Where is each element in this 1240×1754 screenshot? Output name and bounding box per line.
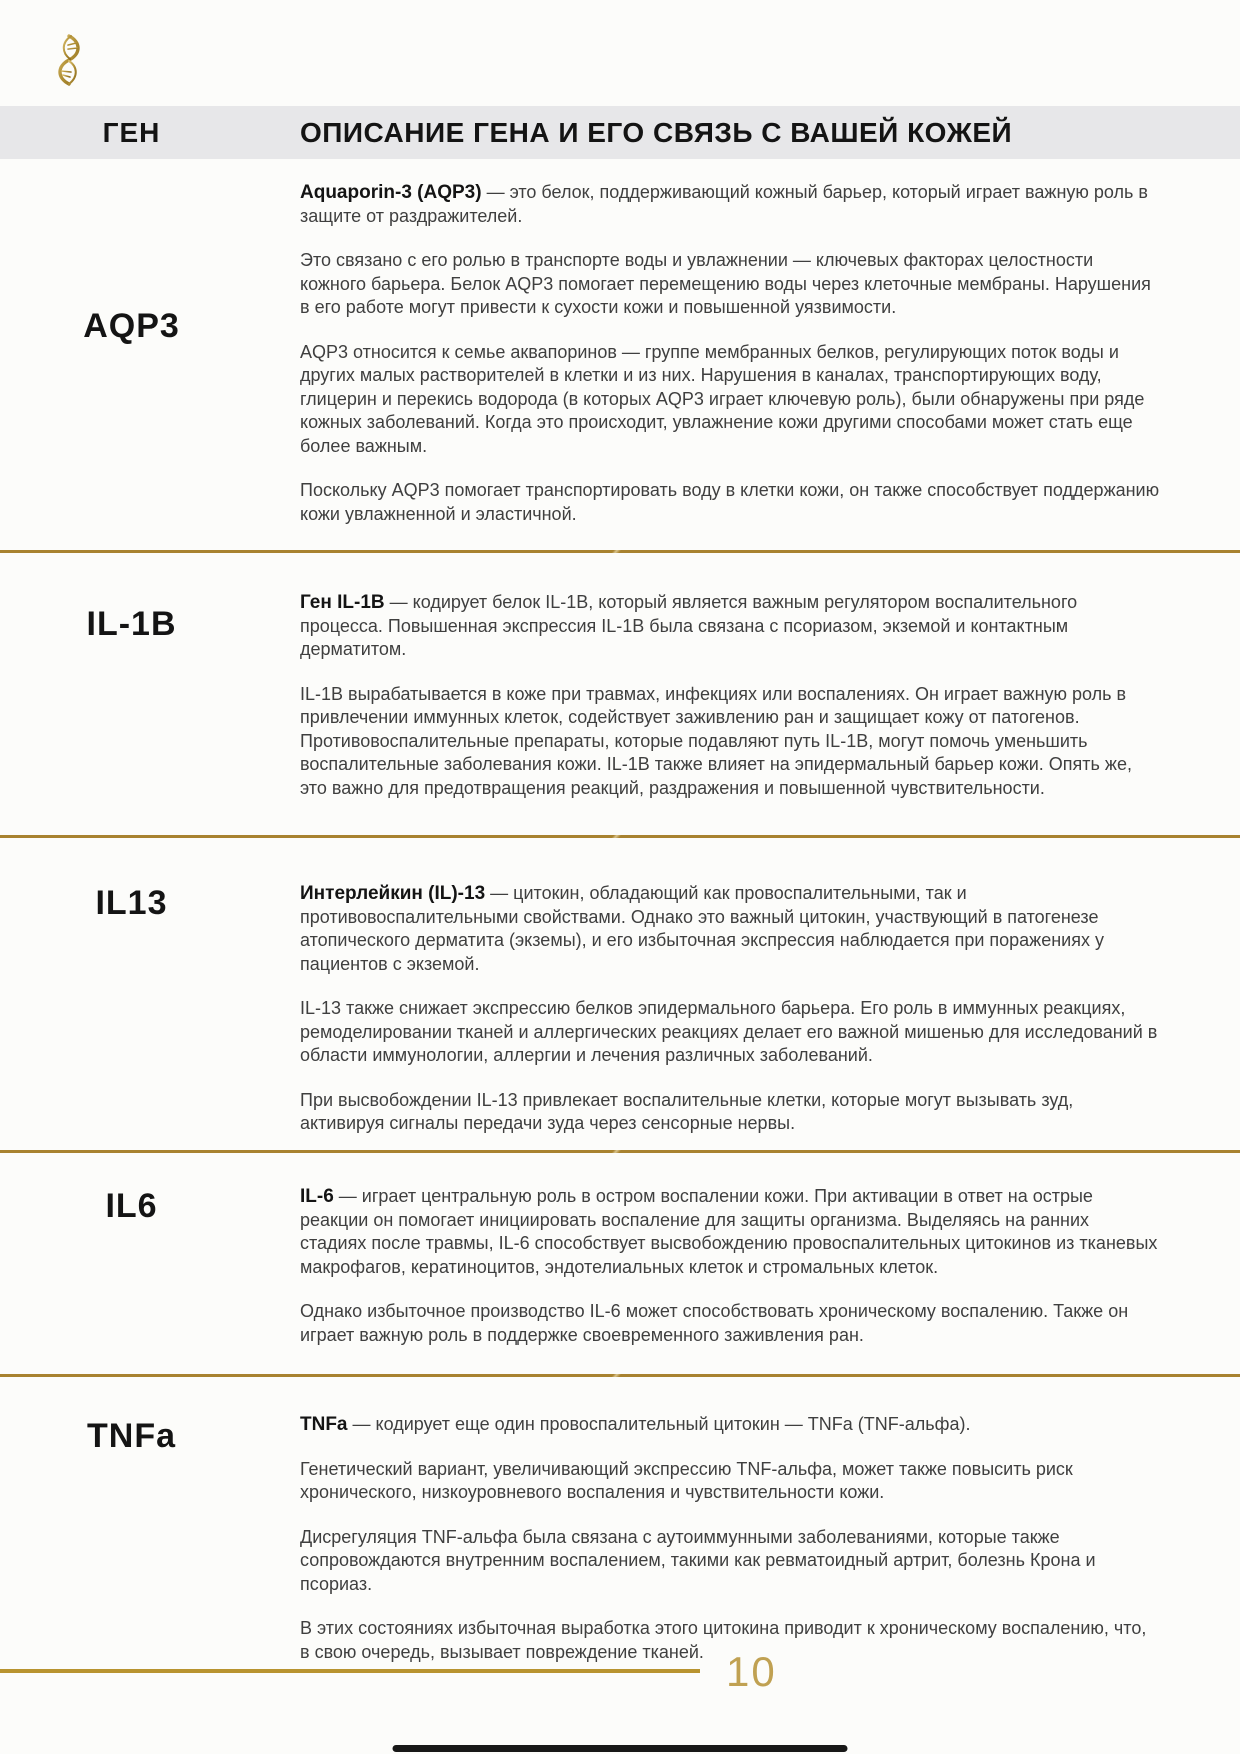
gene-name-aqp3: AQP3 — [83, 307, 180, 345]
paragraph: Ген IL-1B — кодирует белок IL-1B, который является важным регулятором воспалительного процесса. Повышенная экспрессия IL-1B была связана с псориазом, экземой и контактным дерматитом. — [300, 592, 1078, 659]
gene-description-il13 — [300, 838, 1160, 1150]
gene-description-aqp3 — [300, 159, 1160, 550]
paragraph: Aquaporin-3 (AQP3) — это белок, поддерживающий кожный барьер, который играет важную роль в защите от раздражителей. — [300, 182, 1148, 226]
paragraph-lead: Ген IL-1B — [300, 592, 385, 613]
paragraph: TNFa — кодирует еще один провоспалительный цитокин — TNFa (TNF-альфа). — [300, 1414, 971, 1435]
footer-rule — [0, 1669, 700, 1673]
home-indicator[interactable] — [393, 1745, 848, 1752]
paragraph: Поскольку AQP3 помогает транспортировать воду в клетки кожи, он также способствует поддержанию кожи увлажненной и эластичной. — [300, 480, 1160, 524]
gene-row-tnfa — [0, 1377, 1240, 1671]
paragraph: При высвобождении IL-13 привлекает воспалительные клетки, которые могут вызывать зуд, активируя сигналы передачи зуда через сенсорные нервы. — [300, 1089, 1074, 1133]
paragraph: Генетический вариант, увеличивающий экспрессию TNF-альфа, может также повысить риск хронического, низкоуровневого воспаления и чувствительности кожи. — [300, 1458, 1073, 1502]
gene-name-il1b: IL-1B — [86, 605, 177, 643]
paragraph: В этих состояниях избыточная выработка этого цитокина приводит к хроническому воспалению, что, в свою очередь, вызывает повреждение тканей. — [300, 1618, 1147, 1662]
gene-name-tnfa: TNFa — [87, 1417, 176, 1455]
gene-table — [0, 159, 1240, 1671]
paragraph: Это связано с его ролью в транспорте воды и увлажнении — ключевых факторах целостности кожного барьера. Белок AQP3 помогает перемещению воды через клеточные мембраны. Нарушения в его работе могут привести к сухости кожи и повышенной уязвимости. — [300, 250, 1151, 317]
paragraph: IL-13 также снижает экспрессию белков эпидермального барьера. Его роль в иммунных реакциях, ремоделировании тканей и аллергических реакциях делает его важной мишенью для исследований в области иммунологии, аллергии и лечения различных заболеваний. — [300, 998, 1158, 1065]
gene-row-il6 — [0, 1153, 1240, 1377]
gene-row-aqp3 — [0, 159, 1240, 553]
paragraph-lead: IL-6 — [300, 1186, 334, 1207]
table-header — [0, 106, 1240, 159]
dna-helix-icon — [54, 33, 86, 87]
gene-name-il6: IL6 — [105, 1187, 158, 1225]
paragraph: Дисрегуляция TNF-альфа была связана с аутоиммунными заболеваниями, которые также сопровождаются внутренним воспалением, такими как ревматоидный артрит, болезнь Крона и псориаз. — [300, 1526, 1096, 1594]
paragraph: IL-1B вырабатывается в коже при травмах, инфекциях или воспалениях. Он играет важную роль в привлечении иммунных клеток, содействует заживлению ран и защищает кожу от патогенов. Противовоспалительные препараты, которые подавляют путь IL-1B, могут помочь уменьшить воспалительные заболевания кожи. IL-1B также влияет на эпидермальный барьер кожи. Опять же, это важно для предотвращения реакций, раздражения и повышенной чувствительности. — [300, 683, 1132, 798]
gene-row-il1b — [0, 553, 1240, 838]
paragraph: Интерлейкин (IL)-13 — цитокин, обладающий как провоспалительными, так и противовоспалительными свойствами. Однако это важный цитокин, участвующий в патогенезе атопического дерматита (экземы), и его избыточная экспрессия наблюдается при поражениях у пациентов с экземой. — [300, 883, 1104, 974]
paragraph-lead: Aquaporin-3 (AQP3) — [300, 182, 482, 203]
gene-description-tnfa — [300, 1377, 1160, 1671]
paragraph: Однако избыточное производство IL-6 может способствовать хроническому воспалению. Также он играет важную роль в поддержке своевременного заживления ран. — [300, 1301, 1129, 1345]
gene-description-il1b — [300, 553, 1160, 835]
gene-column-header: ГЕН — [102, 116, 161, 148]
gene-row-il13 — [0, 838, 1240, 1153]
description-column-header: ОПИСАНИЕ ГЕНА И ЕГО СВЯЗЬ С ВАШЕЙ КОЖЕЙ — [300, 116, 1013, 148]
paragraph-lead: Интерлейкин (IL)-13 — [300, 883, 486, 904]
paragraph: IL-6 — играет центральную роль в остром воспалении кожи. При активации в ответ на острые реакции он помогает инициировать воспаление для защиты организма. Выделяясь на ранних стадиях после травмы, IL-6 способствует высвобождению провоспалительных цитокинов из тканевых макрофагов, кератиноцитов, эндотелиальных клеток и стромальных клеток. — [300, 1186, 1158, 1277]
gene-description-il6 — [300, 1153, 1160, 1374]
page-number: 10 — [726, 1648, 777, 1695]
paragraph: AQP3 относится к семье аквапоринов — группе мембранных белков, регулирующих поток воды и других малых растворителей в клетки и из них. Нарушения в каналах, транспортирующих воду, глицерин и перекись водорода (в которых AQP3 играет ключевую роль), были обнаружены при ряде кожных заболеваний. Когда это происходит, увлажнение кожи другими способами может стать еще более важным. — [300, 341, 1145, 456]
gene-name-il13: IL13 — [95, 884, 168, 922]
paragraph-lead: TNFa — [300, 1414, 348, 1435]
